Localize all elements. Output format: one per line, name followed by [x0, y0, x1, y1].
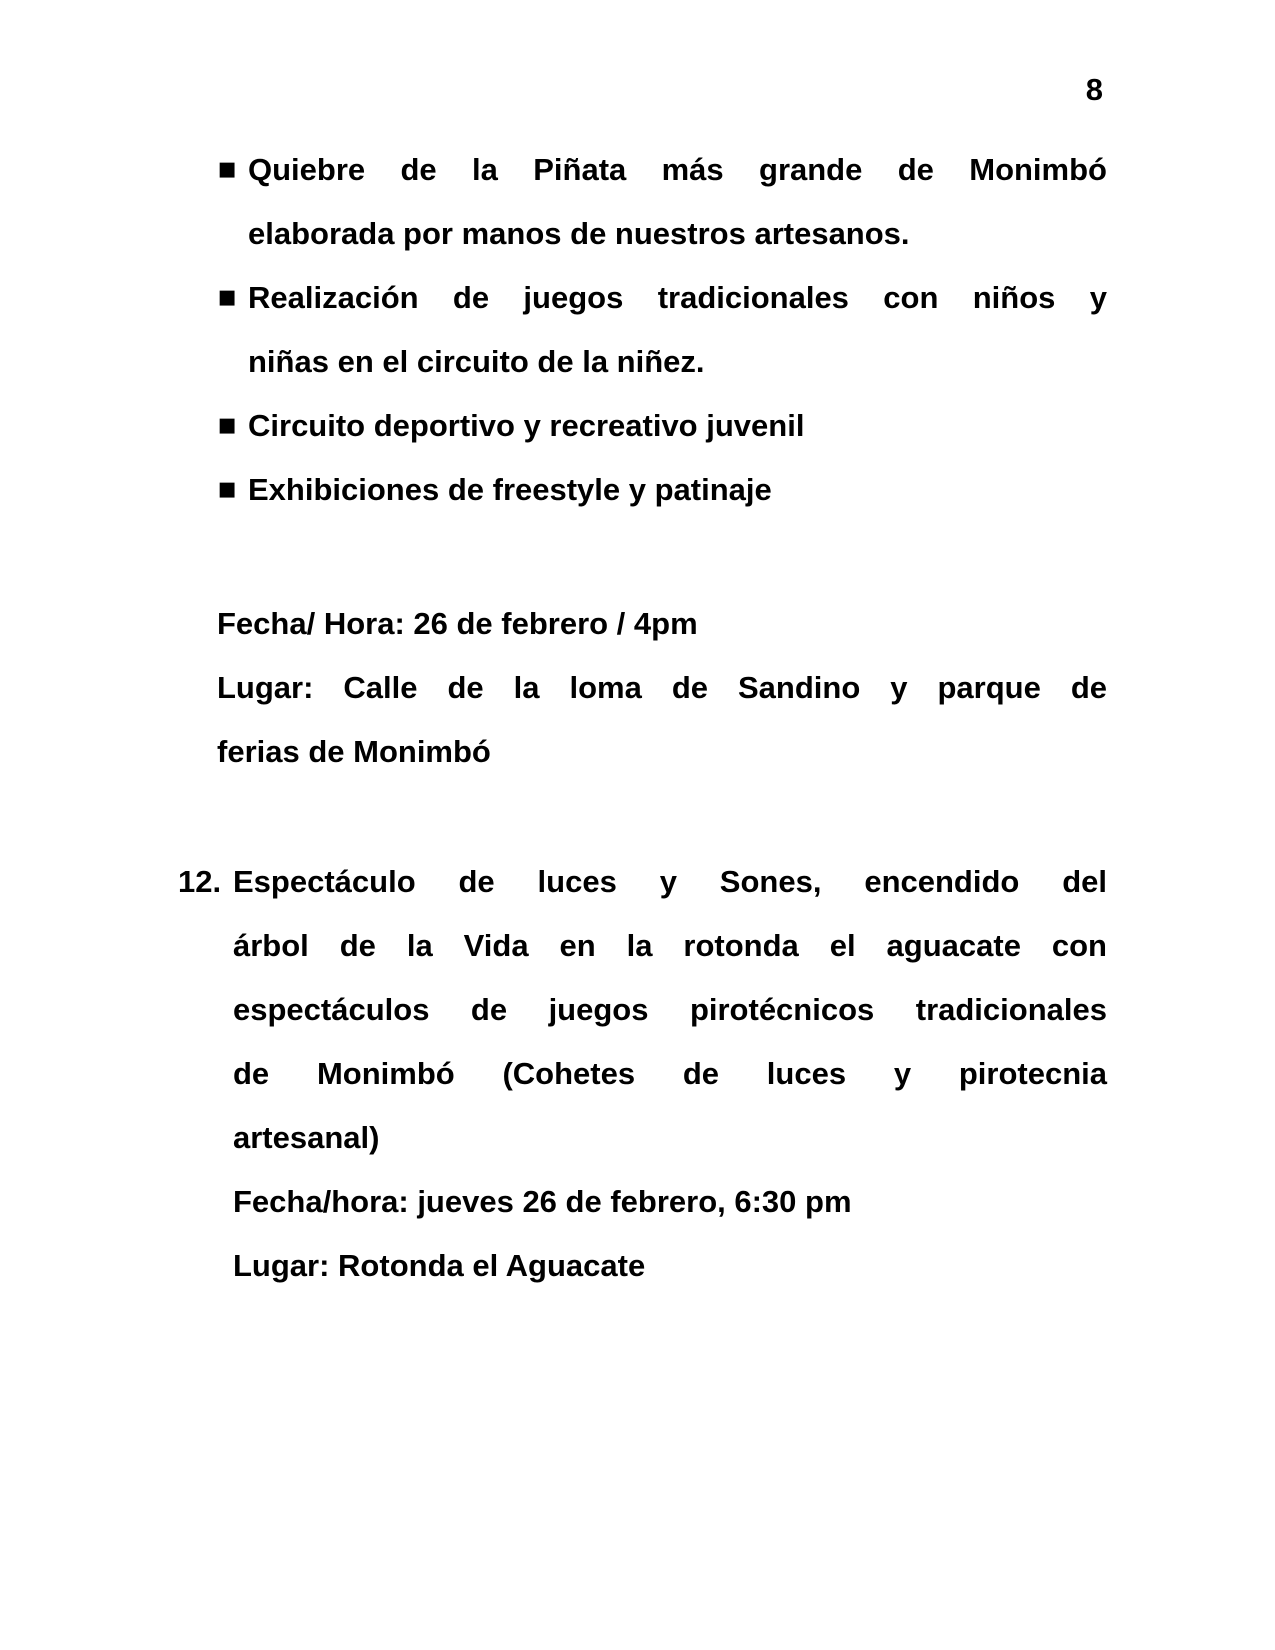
bullet-item [0, 266, 1275, 394]
text-line: Lugar: Rotonda el Aguacate [233, 1248, 646, 1283]
bullet-square-icon: ▪ [217, 279, 238, 314]
text-line: Circuito deportivo y recreativo juvenil [248, 408, 805, 443]
page-number: 8 [1085, 72, 1103, 107]
blank-line [0, 784, 1275, 850]
text-line: espectáculos de juegos pirotécnicos tradicionales [233, 992, 1107, 1027]
text-line: Fecha/hora: jueves 26 de febrero, 6:30 pm [233, 1184, 852, 1219]
text-line: Quiebre de la Piñata más grande de Monimbó [248, 152, 1107, 187]
blank-line [0, 522, 1275, 592]
text-line: Exhibiciones de freestyle y patinaje [248, 472, 772, 507]
schedule-paragraph [0, 592, 1275, 784]
text-line: Espectáculo de luces y Sones, encendido del [233, 864, 1107, 899]
bullet-item [0, 458, 1275, 522]
text-line: ferias de Monimbó [217, 734, 491, 769]
bullet-item [0, 394, 1275, 458]
bullet-square-icon: ▪ [217, 471, 238, 506]
bullet-square-icon: ▪ [217, 407, 238, 442]
numbered-item-12 [0, 850, 1275, 1298]
bullet-item [0, 138, 1275, 266]
text-line: Lugar: Calle de la loma de Sandino y parque de [217, 670, 1107, 705]
list-number: 12. [178, 864, 222, 899]
text-line: elaborada por manos de nuestros artesanos. [248, 216, 910, 251]
bullet-square-icon: ▪ [217, 151, 238, 186]
text-line: de Monimbó (Cohetes de luces y pirotecnia [233, 1056, 1107, 1091]
text-line: Realización de juegos tradicionales con niños y [248, 280, 1107, 315]
text-line: Fecha/ Hora: 26 de febrero / 4pm [217, 606, 698, 641]
text-line: artesanal) [233, 1120, 380, 1155]
text-line: árbol de la Vida en la rotonda el aguacate con [233, 928, 1107, 963]
text-line: niñas en el circuito de la niñez. [248, 344, 705, 379]
page-body [0, 138, 1275, 1298]
